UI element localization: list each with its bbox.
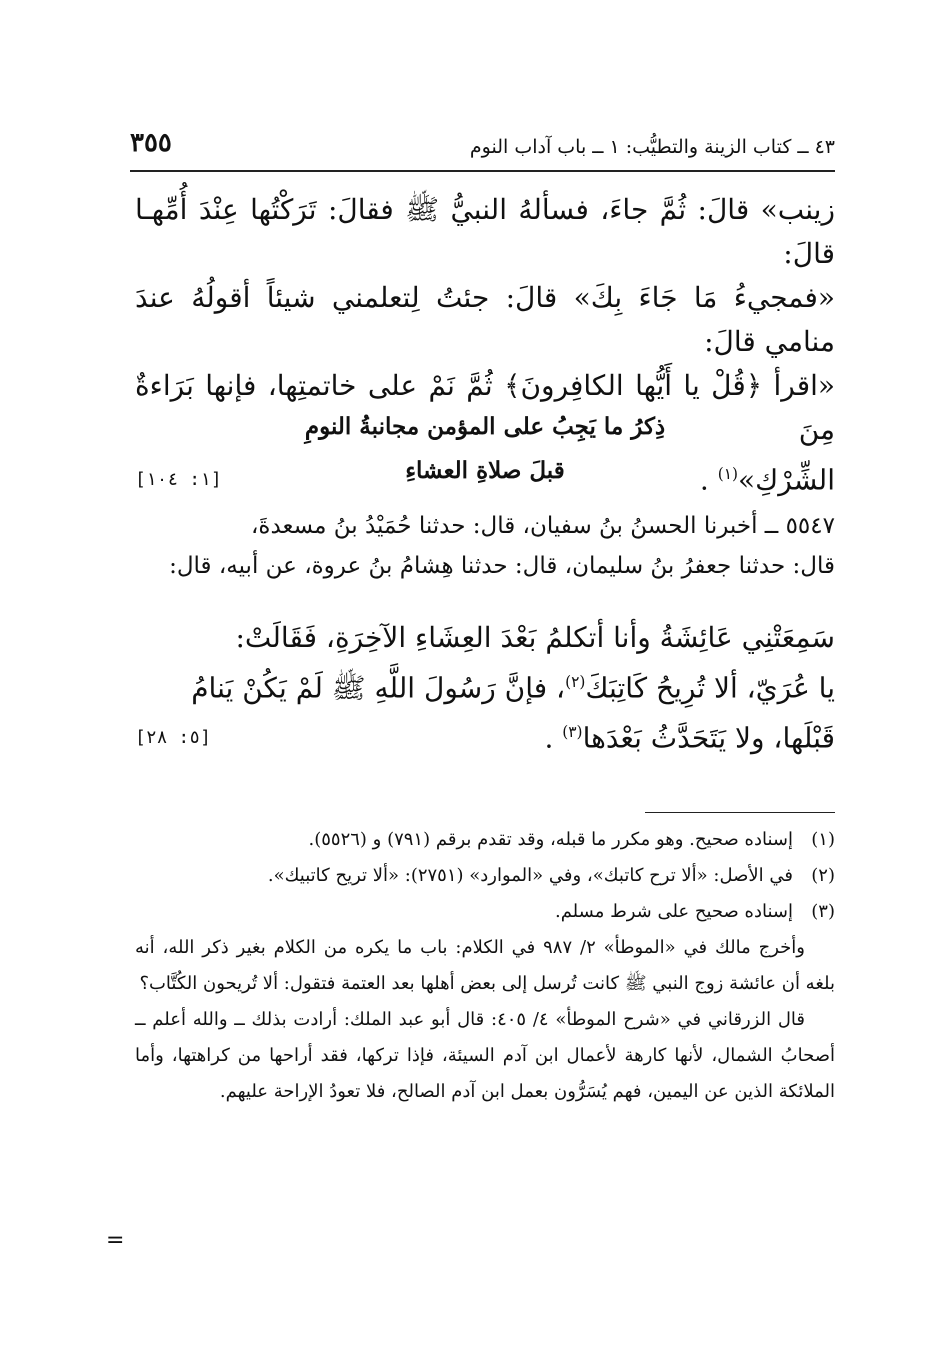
footnotes [135,822,835,1110]
footnote-number: (٣) [811,901,835,922]
matn-text: قَبْلَها، ولا يَتَحَدَّثُ بَعْدَها [582,721,835,755]
heading-line: قبلَ صلاةِ العشاءِ [405,457,565,484]
matn-line [135,710,835,760]
isnad-line: قال: حدثنا جعفرُ بنُ سليمان، قال: حدثنا هِشامُ بنُ عروة، عن أبيه، قال: [169,553,835,579]
footnote-marker: (٣) [562,723,583,742]
continuation-mark: = [106,1228,125,1253]
matn-line [135,660,835,710]
hadith-isnad [135,506,835,586]
footnote-text: في الأصل: «ألا ترح كاتبك»، وفي «الموارد» (٢٧٥١): «ألا تريح كاتبيك». [267,865,793,886]
text-line: «فمجيءُ مَا جَاءَ بِكَ» قالَ: جئتُ لِتعلمني شيئاً أقولُهُ عندَ منامي قالَ: [135,281,835,358]
sentence-end: . [699,463,709,497]
footnote [135,822,835,858]
footnote-text: إسناده صحيح على شرط مسلم. [554,901,793,922]
matn-text: يا عُرَيّ، ألا تُرِيحُ كَاتِبَكَ [585,671,835,705]
footnote-paragraph: قال الزرقاني في «شرح الموطأ» ٤/ ٤٠٥: قال أبو عبد الملك: أرادت بذلك ــ والله أعلم ــ أصحابُ الشمال، لأنها كارهة لأعمال ابن آدم السيئة، فإذا تركها، فقد أراحها من كراهتها، وأما الملائكة الذين عن اليمين، فهم يُسَرُّون بعمل ابن آدم الصالح، فلا تعودُ الإراحة عليهم. [135,1009,835,1102]
footnote [135,858,835,894]
text-line: زينب» قالَ: ثُمَّ جاءَ، فسألهُ النبيُّ ﷺ فقالَ: تَرَكْتُها عِنْدَ أُمِّهـا قالَ: [135,193,836,270]
footnote-number: (٢) [811,865,835,886]
page-number: ٣٥٥ [130,128,172,158]
footnote-marker: (٢) [565,673,586,691]
footnote-paragraph: وأخرج مالك في «الموطأ» ٢/ ٩٨٧ في الكلام: باب ما يكره من الكلام بغير ذكر الله، أنه بلغه أن عائشة زوج النبي ﷺ كانت تُرسل إلى بعض أهلها بعد العتمة فتقول: ألا تُريحون الكُتَّاب؟ [135,937,835,994]
running-title: ٤٣ ــ كتاب الزينة والتطيُّب: ١ ــ باب آداب النوم [469,136,835,158]
text-line: «اقرأ ﴿قُلْ يا أَيُّها الكافِرونَ﴾ ثُمَّ نَمْ على خاتمتِها، فإنها بَرَاءةٌ مِنَ [135,369,835,446]
matn-text: ، فإنَّ رَسُولَ اللَّهِ ﷺ لَمْ يَكُنْ يَنامُ [191,671,566,705]
heading-line: ذِكرُ ما يَجِبُ على المؤمن مجانبةُ النومِ [304,413,666,440]
section-heading [135,405,835,493]
text-line-start: الشِّرْكِ» [738,463,835,497]
isnad-line: ٥٥٤٧ ــ أخبرنا الحسنُ بنُ سفيان، قال: حدثنا حُمَيْدُ بنُ مسعدةَ، [250,513,835,539]
matn-line: سَمِعَتْنِي عَائِشَةُ وأنا أتكلمُ بَعْدَ العِشَاءِ الآخِرَةِ، فَقَالَتْ: [235,621,835,654]
footnote-number: (١) [811,829,835,850]
hadith-reference: [١: ١٠٤] [135,469,222,490]
footnote [135,894,835,930]
footnote-marker: (١) [717,465,739,483]
footnote-text: إسناده صحيح. وهو مكرر ما قبله، وقد تقدم برقم (٧٩١) و (٥٥٢٦). [308,829,793,850]
footnote-rule [645,812,835,813]
hadith-reference: [٥: ٢٨] [135,727,211,749]
hadith-matn [135,616,835,761]
sentence-end: . [544,721,554,755]
header-rule [130,170,835,172]
page-header [130,118,835,158]
